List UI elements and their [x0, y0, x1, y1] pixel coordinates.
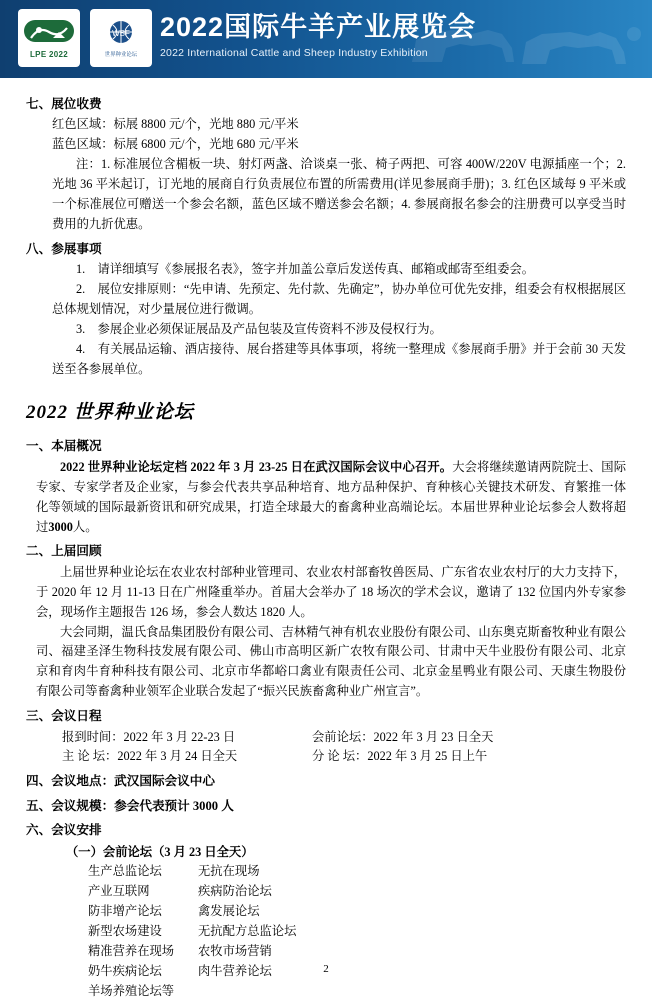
review-paragraph-2: 大会同期，温氏食品集团股份有限公司、吉林精气神有机农业股份有限公司、山东奥克斯畜牧种业有限公司、福建圣泽生物科技发展有限公司、佛山市高明区新广农牧有限公司、甘肃中天牛业股份有限公司、北京京和育肉牛育种科技有限公司、北京市华都峪口禽业有限责任公司、北京金星鸭业有限公司、天康生物股份有限公司等畜禽种业领军企业联合发起了“振兴民族畜禽种业广州宣言”。: [36, 624, 626, 699]
page-number: 2: [323, 963, 329, 975]
section-heading-overview: 一、本届概况: [26, 439, 102, 454]
forum-right: 农牧市场营销: [198, 944, 272, 959]
section-heading-attendance: 八、参展事项: [26, 241, 102, 256]
schedule-row-right: 分 论 坛：2022 年 3 月 25 日上午: [312, 749, 488, 764]
forum-right: 无抗配方总监论坛: [198, 924, 297, 939]
fee-line-red: 红色区域：标展 8800 元/个，光地 880 元/平米: [52, 117, 299, 132]
attendance-item-1: 1. 请详细填写《参展报名表》，签字并加盖公章后发送传真、邮箱或邮寄至组委会。: [76, 262, 535, 277]
wbf-logo: [90, 9, 152, 67]
section-heading-scale: 五、会议规模：参会代表预计 3000 人: [26, 798, 234, 813]
forum-left: 生产总监论坛: [88, 864, 162, 879]
attendance-item-2: 2. 展位安排原则：“先申请、先预定、先付款、先确定”，协办单位可优先安排，组委会有权根据展区总体规划情况，对少量展位进行微调。: [52, 282, 626, 317]
document-body: [0, 78, 652, 1002]
banner-title-cn: 2022国际牛羊产业展览会: [160, 12, 477, 42]
section-heading-arrangement: 六、会议安排: [26, 823, 102, 838]
overview-body-1: 大会将继续邀请两院院士、国际专家、专家学者及企业家，与参会代表共享品种培育、地方品种保护、育种核心关键技术研发、育繁推一体化等领域的国际最新资讯和研究成果，打造全球最大的畜禽种业高端论坛。本届世界种业论坛参会人数将超过: [36, 459, 626, 534]
page-banner: [0, 0, 652, 78]
farm-logo-icon: [23, 18, 75, 50]
wbf-logo-icon: [98, 19, 144, 49]
overview-count: 3000: [48, 519, 73, 534]
forum-left: 精准营养在现场: [88, 944, 175, 959]
attendance-item-4: 4. 有关展品运输、酒店接待、展台搭建等具体事项，将统一整理成《参展商手册》并于会前 30 天发送至各参展单位。: [52, 341, 626, 376]
schedule-row: [26, 728, 626, 748]
section-heading-review: 二、上届回顾: [26, 544, 102, 559]
forum-left: 新型农场建设: [88, 924, 162, 939]
forum-row: [26, 942, 626, 962]
forum-left: 奶牛疾病论坛: [88, 963, 162, 978]
banner-title-group: [160, 13, 476, 59]
banner-logos: [18, 9, 152, 67]
forum-right: 无抗在现场: [198, 864, 260, 879]
fee-note: 注：1. 标准展位含楣板一块、射灯两盏、洽谈桌一张、椅子两把、可容 400W/220V 电源插座一个；2. 光地 36 平米起订，订光地的展商自行负责展位布置的所需费用(详见参展商手册)；3. 红色区域每 9 平米或一个标准展位可赠送一个参会名额，蓝色区域不赠送参会名额；4. 参展商报名参会的注册费可以享受当时费用的九折优惠。: [52, 157, 626, 231]
schedule-row: [26, 747, 626, 767]
banner-title-en: 2022 International Cattle and Sheep Industry Exhibition: [160, 46, 428, 59]
attendance-item-3: 3. 参展企业必须保证展品及产品包装及宣传资料不涉及侵权行为。: [76, 321, 442, 336]
overview-paragraph: [26, 458, 626, 538]
forum-right: 肉牛营养论坛: [198, 963, 272, 978]
pre-forum-subheading: （一）会前论坛（3 月 23 日全天）: [66, 844, 254, 859]
schedule-row-left: 主 论 坛：2022 年 3 月 24 日全天: [62, 749, 238, 764]
schedule-row-left: 报到时间：2022 年 3 月 22-23 日: [62, 729, 236, 744]
section-heading-schedule: 三、会议日程: [26, 709, 102, 724]
forum-right: 禽发展论坛: [198, 904, 260, 919]
forum-title: 2022 世界种业论坛: [26, 401, 194, 423]
forum-left: 羊场养殖论坛等: [88, 983, 175, 998]
fee-line-blue: 蓝色区域：标展 6800 元/个，光地 680 元/平米: [52, 137, 299, 152]
forum-row: [26, 862, 626, 882]
forum-row: [26, 902, 626, 922]
forum-left: 产业互联网: [88, 884, 150, 899]
section-heading-venue: 四、会议地点：武汉国际会议中心: [26, 774, 215, 789]
forum-right: 疾病防治论坛: [198, 884, 272, 899]
overview-lead: 2022 世界种业论坛定档 2022 年 3 月 23-25 日在武汉国际会议中心召开。: [60, 459, 453, 474]
review-paragraph-1: 上届世界种业论坛在农业农村部种业管理司、农业农村部畜牧兽医局、广东省农业农村厅的大力支持下，于 2020 年 12 月 11-13 日在广州隆重举办。首届大会举办了 18 场次的学术会议，邀请了 132 位国内外专家参会，现场作主题报告 126 场，参会人数达 1820 人。: [36, 564, 626, 619]
overview-body-2: 人。: [72, 519, 98, 534]
svg-text:WBF: WBF: [112, 28, 130, 38]
forum-row: [26, 882, 626, 902]
forum-row: [26, 982, 626, 1002]
schedule-row-right: 会前论坛：2022 年 3 月 23 日全天: [312, 729, 494, 744]
wbf-logo-caption: 世界种业论坛: [104, 51, 138, 58]
lpe-logo-caption: LPE 2022: [30, 49, 68, 59]
forum-left: 防非增产论坛: [88, 904, 162, 919]
section-heading-fees: 七、展位收费: [26, 97, 102, 111]
forum-row: [26, 922, 626, 942]
lpe-logo: [18, 9, 80, 67]
